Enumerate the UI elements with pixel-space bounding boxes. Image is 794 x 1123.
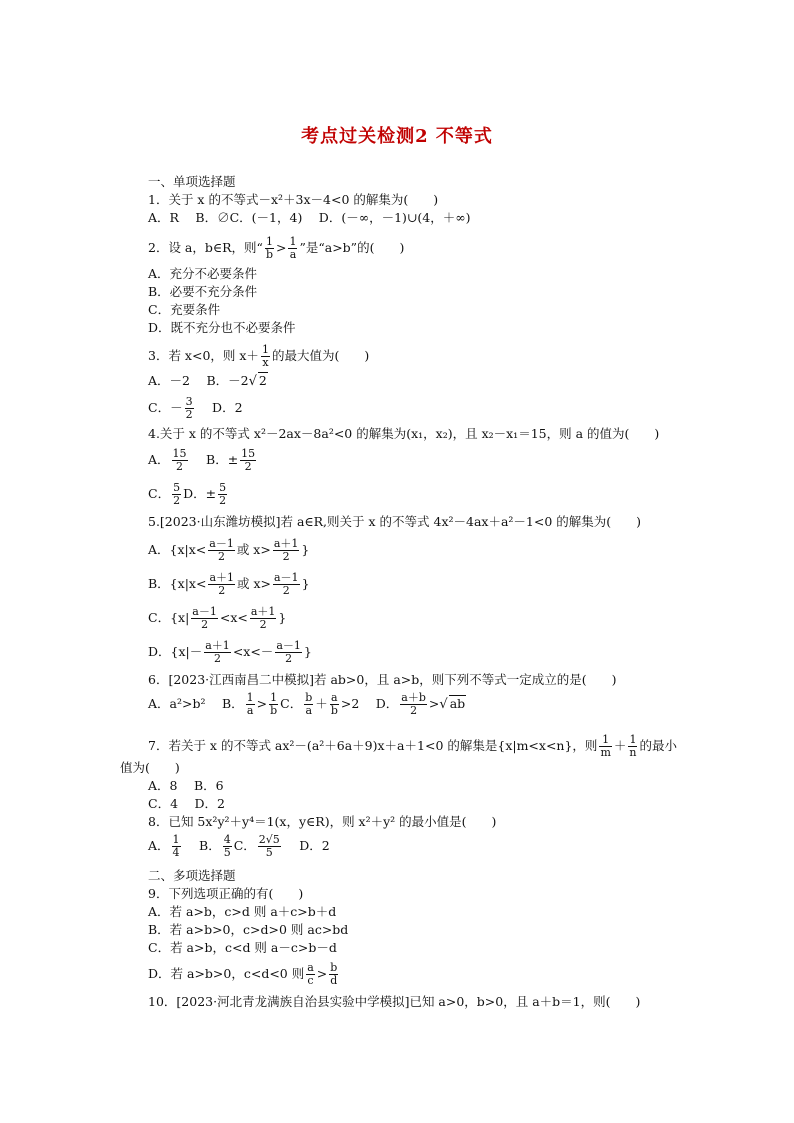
question-9-option-a: A．若 a>b，c>d 则 a＋c>b＋d bbox=[148, 904, 337, 919]
question-9-option-b: B．若 a>b>0，c>d>0 则 ac>bd bbox=[148, 922, 349, 937]
question-9-option-d: D．若 a>b>0，c<d<0 则 $\frac{a}{c}$ > $\frac{b}{d}$ bbox=[148, 961, 338, 987]
question-8-options: A． $\frac{1}{4}$ B． $\frac{4}{5}$ C． $\frac{2√5}{5}$ D．2 bbox=[148, 833, 330, 859]
question-5-option-d: D．{x|－ $\frac{a+1}{2}$ <x<－ $\frac{a-1}{2}$ } bbox=[148, 639, 312, 665]
question-9-stem: 9．下列选项正确的有( ) bbox=[148, 886, 304, 901]
question-2-option-c: C．充要条件 bbox=[148, 302, 221, 317]
question-7-options-cd: C．4 D．2 bbox=[148, 796, 225, 811]
question-5-stem: 5.[2023·山东潍坊模拟]若 a∈R,则关于 x 的不等式 4x²－4ax＋a²－1<0 的解集为( ) bbox=[148, 514, 642, 529]
question-7-options-ab: A．8 B．6 bbox=[148, 778, 224, 793]
question-6-stem: 6．[2023·江西南昌二中模拟]若 ab>0，且 a>b，则下列不等式一定成立的是( ) bbox=[148, 672, 617, 687]
question-5-option-a: A．{x|x< $\frac{a-1}{2}$ 或 x> $\frac{a+1}{2}$ } bbox=[148, 537, 310, 563]
question-9-option-c: C．若 a>b，c<d 则 a－c>b－d bbox=[148, 940, 337, 955]
question-2-option-d: D．既不充分也不必要条件 bbox=[148, 320, 296, 335]
question-4-options-cd: C． $\frac{5}{2}$ D．± $\frac{5}{2}$ bbox=[148, 481, 227, 507]
question-3-options-cd: C．－ $\frac{3}{2}$ D．2 bbox=[148, 395, 243, 421]
question-7-stem: 7．若关于 x 的不等式 ax²－(a²＋6a＋9)x＋a＋1<0 的解集是{x|m<x<n}，则 $\frac{1}{m}$ ＋ $\frac{1}{n}$ 的最小 bbox=[148, 733, 677, 759]
question-8-stem: 8．已知 5x²y²＋y⁴＝1(x，y∈R)，则 x²＋y² 的最小值是( ) bbox=[148, 814, 497, 829]
section-heading-single-choice: 一、单项选择题 bbox=[148, 174, 236, 189]
question-1-options: A．R B．∅C．(－1，4) D．(－∞，－1)∪(4，＋∞) bbox=[148, 210, 471, 225]
page-title: 考点过关检测2 不等式 bbox=[301, 126, 493, 147]
question-2-option-a: A．充分不必要条件 bbox=[148, 266, 258, 281]
question-6-options: A．a²>b² B． $\frac{1}{a}$ > $\frac{1}{b}$ C． $\frac{b}{a}$ ＋ $\frac{a}{b}$ >2 D． $\frac{a+b}{2}$ >√ ab bbox=[148, 691, 466, 717]
section-heading-multiple-choice: 二、多项选择题 bbox=[148, 868, 236, 883]
question-5-option-c: C．{x| $\frac{a-1}{2}$ <x< $\frac{a+1}{2}$ } bbox=[148, 605, 287, 631]
question-1-stem: 1．关于 x 的不等式－x²＋3x－4<0 的解集为( ) bbox=[148, 192, 439, 207]
question-5-option-b: B．{x|x< $\frac{a+1}{2}$ 或 x> $\frac{a-1}{2}$ } bbox=[148, 571, 310, 597]
question-3-stem: 3．若 x<0，则 x＋ $\frac{1}{x}$ 的最大值为( ) bbox=[148, 343, 370, 369]
question-7-stem-continued: 值为( ) bbox=[120, 760, 180, 775]
question-2-stem: 2．设 a，b∈R，则“ $\frac{1}{b}$ > $\frac{1}{a}$ ”是“a>b”的( ) bbox=[148, 235, 405, 261]
question-4-stem: 4.关于 x 的不等式 x²－2ax－8a²<0 的解集为(x₁，x₂)，且 x₂－x₁＝15，则 a 的值为( ) bbox=[148, 426, 660, 441]
question-2-option-b: B．必要不充分条件 bbox=[148, 284, 258, 299]
question-3-options-ab: A．－2 B．－2√ 2 bbox=[148, 373, 267, 389]
question-4-options-ab: A． $\frac{15}{2}$ B．± $\frac{15}{2}$ bbox=[148, 447, 256, 473]
question-10-stem: 10．[2023·河北青龙满族自治县实验中学模拟]已知 a>0，b>0，且 a＋b＝1，则( ) bbox=[148, 994, 641, 1009]
